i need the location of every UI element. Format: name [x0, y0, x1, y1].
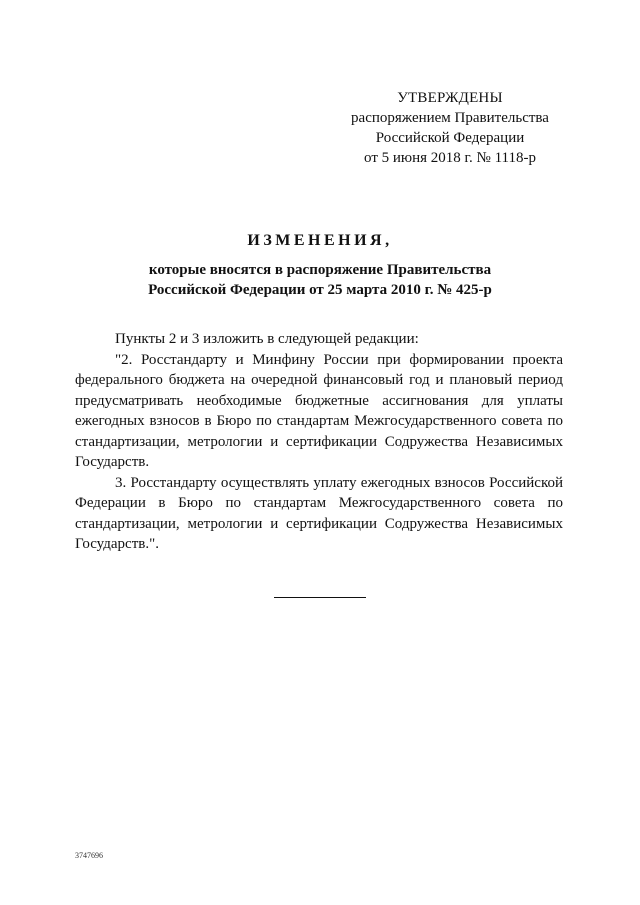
- approval-line-3: от 5 июня 2018 г. № 1118-р: [364, 150, 536, 166]
- point-2-paragraph: "2. Росстандарту и Минфину России при формировании проекта федерального бюджета на очередной финансовый год и плановый период предусматривать необходимые бюджетные ассигнования для уплаты ежегодных взносов в Бюро по стандартам Межгосударственного совета по стандартизации, метрологии и сертификации Содружества Независимых Государств.: [75, 351, 563, 470]
- document-code: 3747696: [75, 851, 103, 860]
- point-3-paragraph: 3. Росстандарту осуществлять уплату ежегодных взносов Российской Федерации в Бюро по стандартам Межгосударственного совета по стандартизации, метрологии и сертификации Содружества Независимых Государств.".: [75, 474, 563, 552]
- approval-title: УТВЕРЖДЕНЫ: [397, 90, 503, 106]
- approval-line-1: распоряжением Правительства: [351, 110, 549, 126]
- closing-rule-divider: [274, 597, 366, 598]
- approval-stamp: [330, 88, 570, 168]
- intro-paragraph: Пункты 2 и 3 изложить в следующей редакции:: [115, 331, 419, 347]
- approval-line-2: Российской Федерации: [375, 130, 525, 146]
- subtitle-line-2: Российской Федерации от 25 марта 2010 г. № 425-р: [148, 282, 492, 298]
- subtitle-line-1: которые вносятся в распоряжение Правительства: [148, 262, 492, 278]
- document-subtitle: [110, 260, 530, 300]
- document-body: [75, 329, 563, 555]
- document-title: ИЗМЕНЕНИЯ,: [247, 232, 393, 249]
